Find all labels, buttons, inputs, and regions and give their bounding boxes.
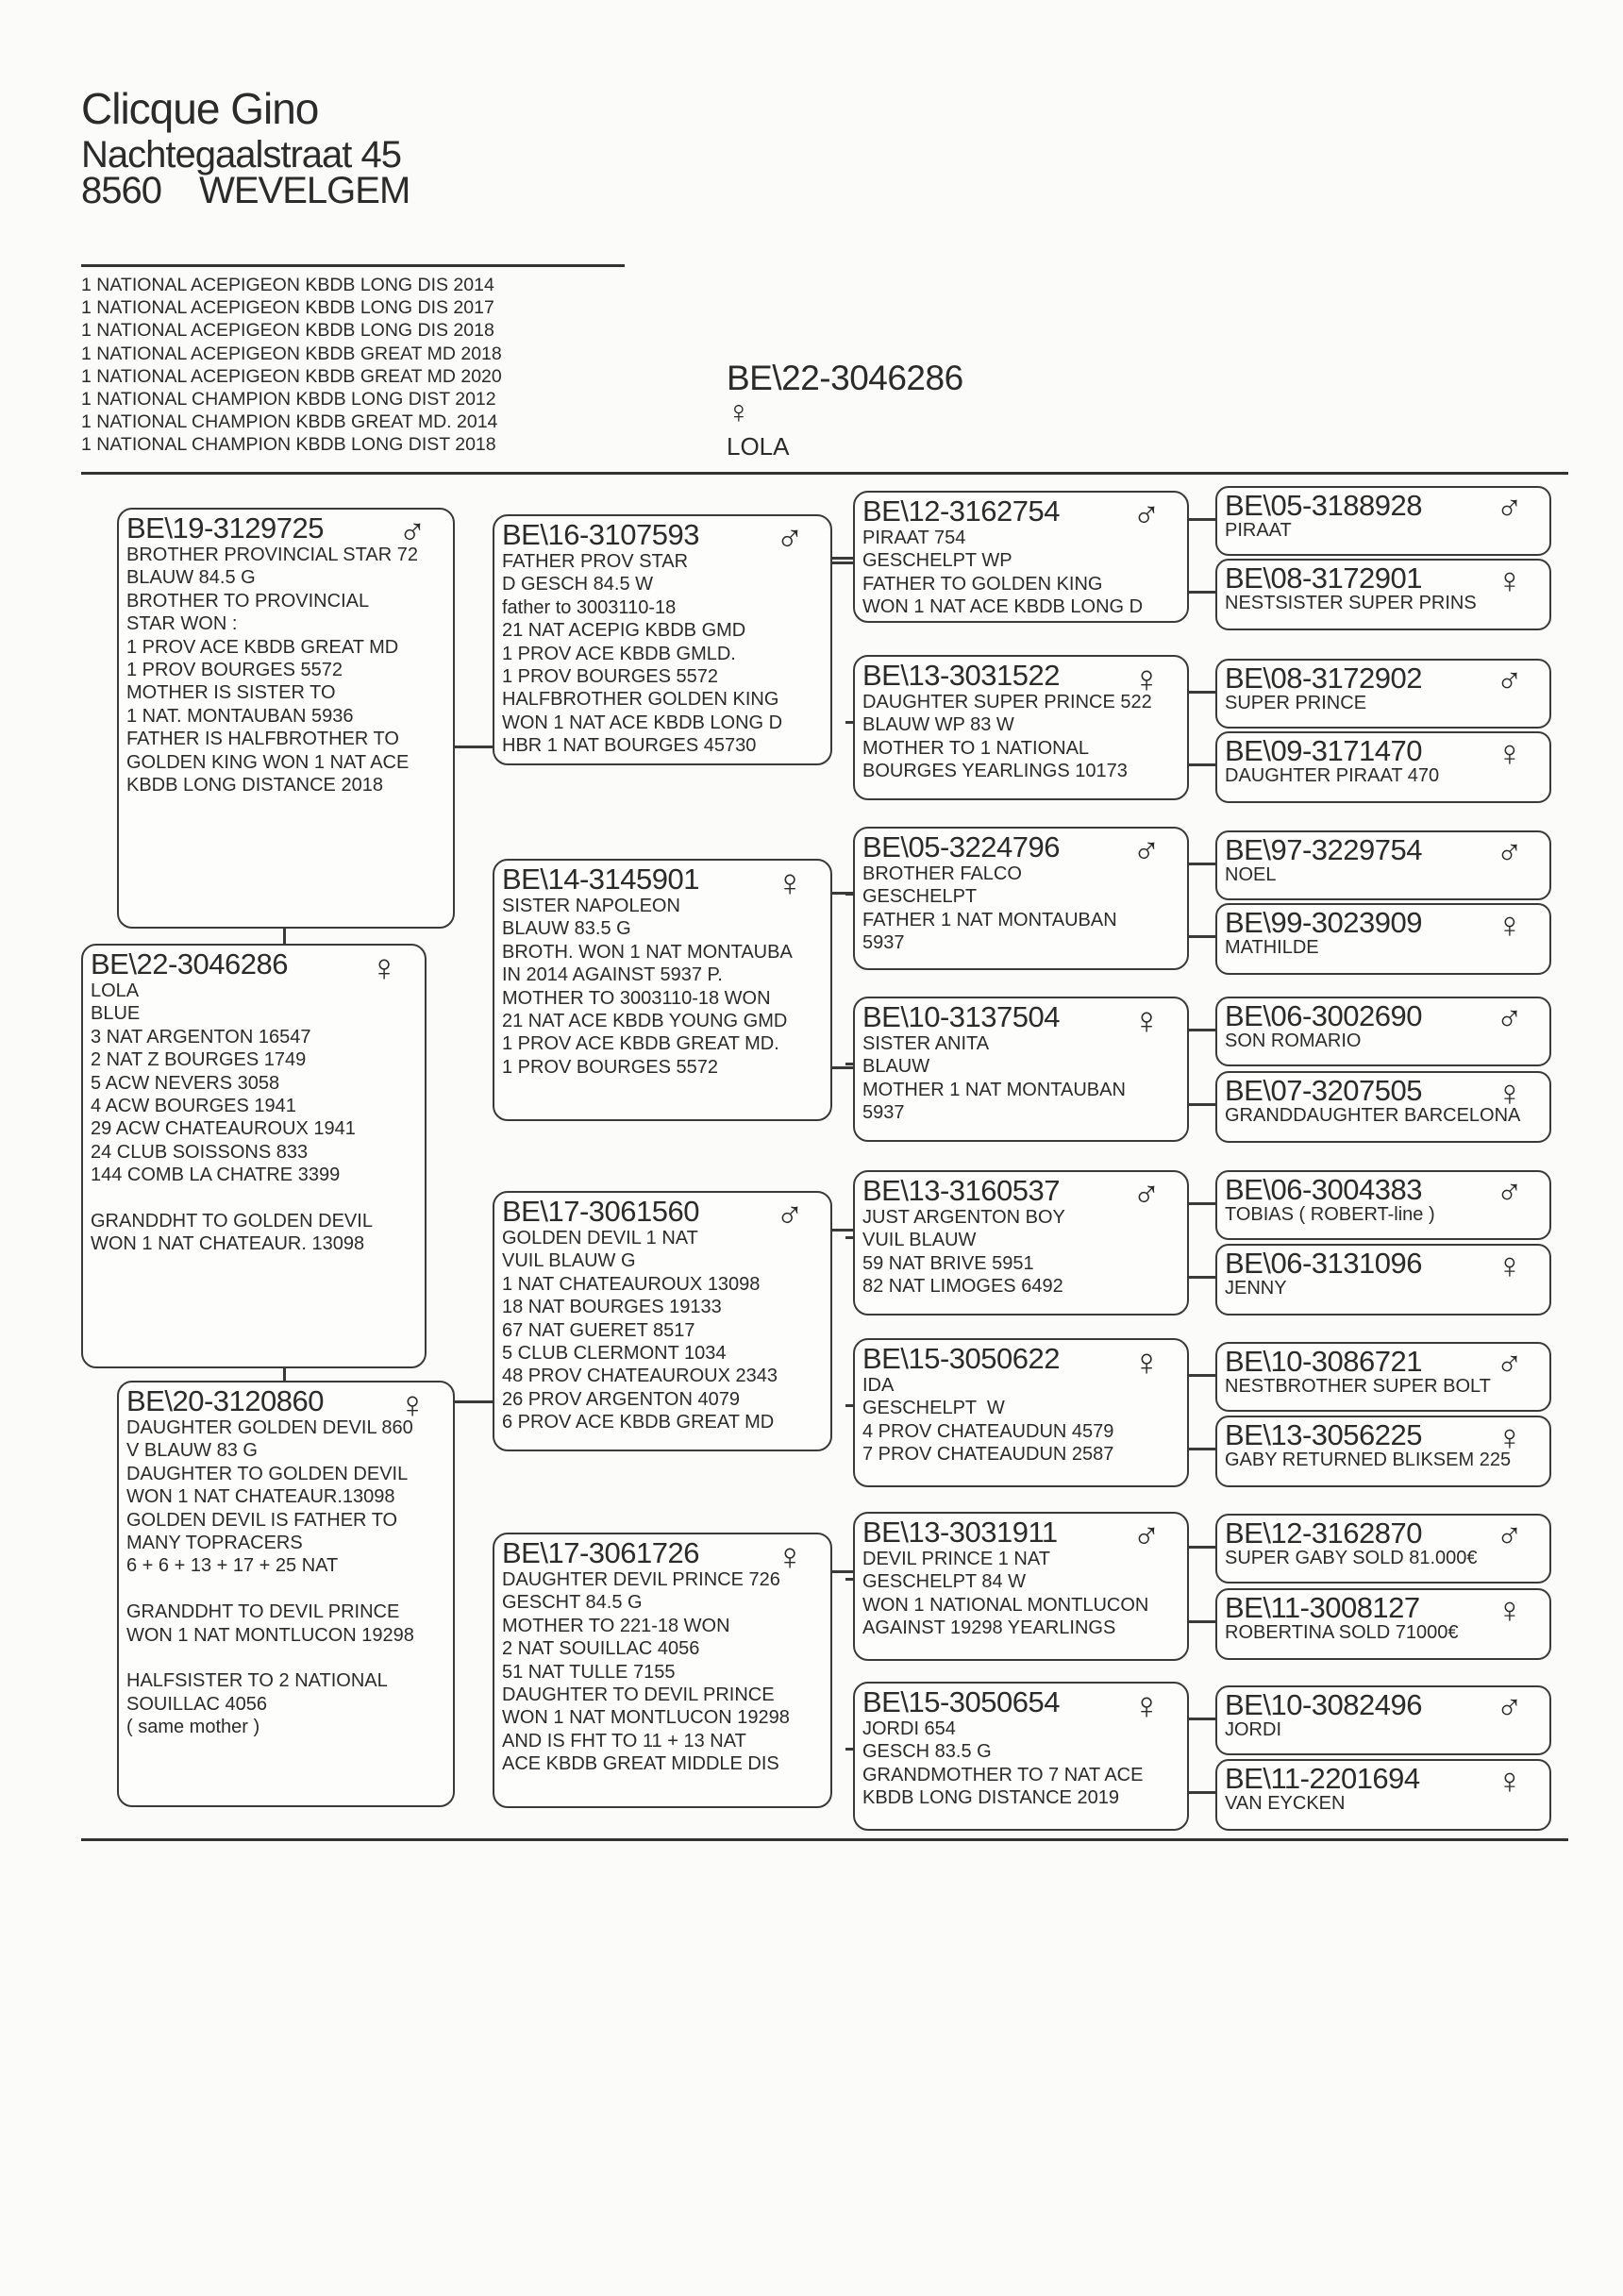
info-line: 1 NAT CHATEAUROUX 13098: [502, 1273, 761, 1295]
connector-line: [1189, 518, 1215, 521]
info-line: BLAUW 84.5 G: [126, 567, 256, 589]
header-divider: [81, 264, 625, 267]
info-line: 1 PROV BOURGES 5572: [502, 666, 718, 688]
info-line: DEVIL PRINCE 1 NAT: [862, 1549, 1050, 1569]
info-line: 144 COMB LA CHATRE 3399: [91, 1165, 341, 1186]
subject-name: LOLA: [727, 432, 790, 461]
info-line: 18 NAT BOURGES 19133: [502, 1297, 722, 1318]
info-line: BLUE: [91, 1003, 141, 1025]
grandparent-card: [853, 491, 1189, 623]
ring-number: BE\05-3224796: [862, 830, 1060, 863]
info-line: HALFSISTER TO 2 NATIONAL: [126, 1670, 388, 1692]
great-grandparent-card: [1215, 659, 1551, 729]
ring-number: BE\17-3061560: [502, 1195, 699, 1228]
info-line: 1 PROV ACE KBDB GMLD.: [502, 643, 736, 664]
connector-line: [1189, 763, 1215, 766]
ring-number: BE\22-3046286: [91, 947, 288, 980]
connector-line: [832, 1066, 853, 1069]
titles-list: [81, 274, 502, 457]
info-line: GESCHELPT W: [862, 1398, 1005, 1419]
female-icon: ♀: [1496, 561, 1523, 601]
owner-street: Nachtegaalstraat 45: [81, 134, 402, 176]
pigeon-name: DAUGHTER PIRAAT 470: [1225, 765, 1440, 786]
connector-line: [832, 1570, 853, 1573]
connector-line: [1189, 1103, 1215, 1106]
ring-number: BE\11-2201694: [1225, 1762, 1420, 1795]
info-line: [126, 1578, 447, 1600]
male-icon: ♂: [1496, 1688, 1523, 1728]
ring-number: BE\05-3188928: [1225, 489, 1422, 522]
info-line: BLAUW WP 83 W: [862, 714, 1014, 736]
owner-city: WEVELGEM: [199, 170, 410, 211]
ring-number: BE\13-3031911: [862, 1516, 1058, 1549]
male-icon: ♂: [1132, 830, 1161, 872]
connector-line: [845, 1236, 853, 1239]
female-icon: ♀: [370, 947, 398, 989]
grandparent-card: [853, 1338, 1189, 1487]
pigeon-name: NESTBROTHER SUPER BOLT: [1225, 1376, 1491, 1397]
pigeon-name: GRANDDAUGHTER BARCELONA: [1225, 1105, 1521, 1126]
pigeon-name: NOEL: [1225, 864, 1277, 885]
connector-line: [455, 1400, 493, 1403]
info-line: MOTHER 1 NAT MONTAUBAN: [862, 1079, 1126, 1100]
info-line: IN 2014 AGAINST 5937 P.: [502, 964, 723, 986]
title-item: 1 NATIONAL ACEPIGEON KBDB LONG DIS 2017: [81, 297, 494, 319]
info-line: 4 PROV CHATEAUDUN 4579: [862, 1420, 1114, 1442]
great-grandparent-card: [1215, 1685, 1551, 1755]
info-line: DAUGHTER DEVIL PRINCE 726: [502, 1569, 780, 1590]
info-line: 1 PROV ACE KBDB GREAT MD.: [502, 1033, 779, 1055]
female-icon: ♀: [1496, 906, 1523, 946]
info-line: 5 CLUB CLERMONT 1034: [502, 1343, 727, 1365]
female-icon: ♀: [727, 394, 751, 430]
info-line: 82 NAT LIMOGES 6492: [862, 1276, 1063, 1298]
connector-line: [845, 721, 853, 724]
female-icon: ♀: [776, 1536, 804, 1578]
info-line: D GESCH 84.5 W: [502, 574, 654, 595]
connector-line: [1189, 935, 1215, 938]
info-line: VUIL BLAUW: [862, 1230, 977, 1251]
ring-number: BE\13-3031522: [862, 659, 1060, 692]
connector-line: [1189, 1448, 1215, 1450]
owner-name: Clicque Gino: [81, 84, 319, 133]
connector-line: [845, 893, 853, 896]
male-icon: ♂: [1496, 833, 1523, 873]
info-line: 48 PROV CHATEAUROUX 2343: [502, 1366, 778, 1387]
ring-number: BE\08-3172901: [1225, 561, 1422, 595]
info-line: WON 1 NAT CHATEAUR. 13098: [91, 1233, 365, 1255]
info-line: WON 1 NAT ACE KBDB LONG D: [502, 712, 783, 733]
info-line: GRANDDHT TO GOLDEN DEVIL: [91, 1211, 373, 1232]
female-icon: ♀: [1132, 1000, 1161, 1042]
connector-line: [1189, 691, 1215, 694]
great-grandparent-card: [1215, 830, 1551, 900]
pigeon-name: PIRAAT: [1225, 520, 1292, 541]
info-line: GOLDEN DEVIL IS FATHER TO: [126, 1509, 398, 1531]
pigeon-name: SON ROMARIO: [1225, 1031, 1362, 1051]
female-icon: ♀: [1496, 1591, 1523, 1631]
pedigree-bottom-divider: [81, 1838, 1568, 1841]
grandparent-card: [853, 997, 1189, 1142]
male-icon: ♂: [776, 518, 804, 560]
female-icon: ♀: [1132, 1342, 1161, 1383]
connector-line: [845, 1578, 853, 1581]
info-line: IDA: [862, 1375, 895, 1396]
female-icon: ♀: [1496, 1074, 1523, 1114]
info-line: GESCHELPT: [862, 886, 978, 908]
info-line: FATHER TO GOLDEN KING: [862, 573, 1103, 595]
title-item: 1 NATIONAL ACEPIGEON KBDB LONG DIS 2018: [81, 320, 494, 342]
female-icon: ♀: [398, 1384, 427, 1426]
info-line: 21 NAT ACEPIG KBDB GMD: [502, 620, 746, 642]
ring-number: BE\17-3061726: [502, 1536, 699, 1569]
info-line: STAR WON :: [126, 613, 238, 635]
female-icon: ♀: [1496, 1247, 1523, 1286]
connector-line: [1189, 1276, 1215, 1279]
title-item: 1 NATIONAL ACEPIGEON KBDB GREAT MD 2018: [81, 343, 502, 364]
ring-number: BE\09-3171470: [1225, 734, 1422, 767]
info-line: 67 NAT GUERET 8517: [502, 1319, 695, 1341]
info-line: SISTER ANITA: [862, 1033, 990, 1054]
info-line: father to 3003110-18: [502, 596, 677, 618]
info-line: GRANDDHT TO DEVIL PRINCE: [126, 1601, 400, 1623]
info-line: 2 NAT SOUILLAC 4056: [502, 1638, 700, 1660]
info-line: BLAUW: [862, 1056, 930, 1078]
info-line: GESCH 83.5 G: [862, 1741, 992, 1763]
connector-line: [1189, 1202, 1215, 1205]
male-icon: ♂: [1496, 662, 1523, 701]
pigeon-name: GABY RETURNED BLIKSEM 225: [1225, 1450, 1512, 1470]
great-grandparent-card: [1215, 1759, 1551, 1831]
info-line: ( same mother ): [126, 1717, 260, 1738]
great-grandparent-card: [1215, 903, 1551, 975]
title-item: 1 NATIONAL CHAMPION KBDB LONG DIST 2018: [81, 434, 496, 456]
info-line: HBR 1 NAT BOURGES 45730: [502, 735, 757, 757]
info-line: 3 NAT ARGENTON 16547: [91, 1026, 311, 1047]
male-icon: ♂: [1132, 494, 1161, 536]
connector-line: [1189, 591, 1215, 594]
info-line: AND IS FHT TO 11 + 13 NAT: [502, 1730, 746, 1751]
ring-number: BE\06-3004383: [1225, 1173, 1422, 1206]
great-grandparent-card: [1215, 559, 1551, 630]
title-item: 1 NATIONAL ACEPIGEON KBDB GREAT MD 2020: [81, 365, 502, 387]
info-line: VUIL BLAUW G: [502, 1250, 636, 1272]
grandparent-card: [853, 827, 1189, 970]
info-line: JUST ARGENTON BOY: [862, 1207, 1065, 1228]
title-item: 1 NATIONAL CHAMPION KBDB LONG DIST 2012: [81, 389, 496, 411]
info-line: WON 1 NAT MONTLUCON 19298: [126, 1624, 414, 1646]
grandparent-card: [853, 655, 1189, 800]
great-grandparent-card: [1215, 1342, 1551, 1412]
info-line: WON 1 NATIONAL MONTLUCON: [862, 1594, 1149, 1616]
ring-number: BE\08-3172902: [1225, 662, 1422, 695]
male-icon: ♂: [1132, 1174, 1161, 1215]
info-line: FATHER IS HALFBROTHER TO: [126, 729, 399, 750]
info-line: HALFBROTHER GOLDEN KING: [502, 689, 779, 711]
info-line: GESCHELPT 84 W: [862, 1571, 1027, 1593]
info-line: 24 CLUB SOISSONS 833: [91, 1141, 309, 1163]
male-icon: ♂: [1496, 999, 1523, 1039]
info-line: [91, 1187, 419, 1210]
info-line: 6 + 6 + 13 + 17 + 25 NAT: [126, 1555, 339, 1577]
info-line: 2 NAT Z BOURGES 1749: [91, 1049, 307, 1071]
grandparent-card: [853, 1682, 1189, 1831]
pigeon-name: ROBERTINA SOLD 71000€: [1225, 1622, 1459, 1643]
connector-line: [845, 557, 853, 560]
ring-number: BE\14-3145901: [502, 863, 699, 896]
owner-address-city: [81, 170, 410, 211]
subject-ring-number: BE\22-3046286: [727, 359, 963, 397]
parent-card: [493, 859, 832, 1121]
connector-line: [1189, 1791, 1215, 1794]
ring-number: BE\13-3056225: [1225, 1418, 1422, 1451]
subject-card: [81, 944, 427, 1368]
info-line: BROTHER TO PROVINCIAL: [126, 590, 370, 612]
info-line: DAUGHTER SUPER PRINCE 522: [862, 692, 1152, 712]
ring-number: BE\97-3229754: [1225, 833, 1422, 866]
info-line: 1 PROV BOURGES 5572: [502, 1056, 718, 1078]
info-line: BROTHER PROVINCIAL STAR 72: [126, 545, 418, 565]
female-icon: ♀: [776, 863, 804, 904]
info-line: ACE KBDB GREAT MIDDLE DIS: [502, 1753, 779, 1775]
ring-number: BE\15-3050622: [862, 1342, 1060, 1375]
ring-number: BE\10-3086721: [1225, 1345, 1422, 1378]
pedigree-top-divider: [81, 472, 1568, 475]
info-line: MOTHER TO 1 NATIONAL: [862, 737, 1090, 759]
title-item: 1 NATIONAL ACEPIGEON KBDB LONG DIS 2014: [81, 275, 494, 295]
connector-line: [845, 1748, 853, 1751]
info-line: FATHER 1 NAT MONTAUBAN: [862, 909, 1117, 930]
parent-card: [493, 1533, 832, 1808]
pigeon-name: JORDI: [1225, 1719, 1281, 1740]
pigeon-name: SUPER GABY SOLD 81.000€: [1225, 1548, 1478, 1568]
info-line: BOURGES YEARLINGS 10173: [862, 761, 1128, 782]
info-line: WON 1 NAT MONTLUCON 19298: [502, 1707, 790, 1729]
info-line: KBDB LONG DISTANCE 2019: [862, 1787, 1119, 1809]
connector-line: [283, 1368, 286, 1381]
info-line: 29 ACW CHATEAUROUX 1941: [91, 1118, 356, 1140]
male-icon: ♂: [1496, 1517, 1523, 1556]
connector-line: [832, 1229, 853, 1232]
owner-postcode: 8560: [81, 170, 161, 211]
grandparent-card: [853, 1170, 1189, 1316]
connector-line: [1189, 1718, 1215, 1720]
info-line: V BLAUW 83 G: [126, 1440, 258, 1462]
male-icon: ♂: [1496, 1173, 1523, 1213]
info-line: LOLA: [91, 980, 140, 1001]
connector-line: [283, 929, 286, 944]
info-line: 26 PROV ARGENTON 4079: [502, 1388, 740, 1410]
sibling-card: [117, 508, 455, 929]
female-icon: ♀: [1496, 1418, 1523, 1458]
connector-line: [1189, 863, 1215, 865]
male-icon: ♂: [1496, 489, 1523, 528]
info-line: GRANDMOTHER TO 7 NAT ACE: [862, 1764, 1144, 1785]
info-line: 51 NAT TULLE 7155: [502, 1661, 676, 1683]
pigeon-name: VAN EYCKEN: [1225, 1793, 1346, 1814]
parent-card: [493, 1191, 832, 1451]
ring-number: BE\06-3002690: [1225, 999, 1422, 1032]
info-line: DAUGHTER GOLDEN DEVIL 860: [126, 1417, 413, 1438]
ring-number: BE\10-3082496: [1225, 1688, 1422, 1721]
info-line: 5937: [862, 1102, 905, 1124]
ring-number: BE\15-3050654: [862, 1685, 1060, 1718]
ring-number: BE\12-3162754: [862, 494, 1060, 528]
connector-line: [1189, 1546, 1215, 1549]
great-grandparent-card: [1215, 731, 1551, 803]
info-line: 5937: [862, 932, 905, 954]
info-line: MOTHER TO 3003110-18 WON: [502, 987, 771, 1009]
info-line: 1 NAT. MONTAUBAN 5936: [126, 705, 354, 727]
info-line: GESCHELPT WP: [862, 550, 1012, 572]
ring-number: BE\07-3207505: [1225, 1074, 1422, 1107]
great-grandparent-card: [1215, 1514, 1551, 1584]
info-line: 6 PROV ACE KBDB GREAT MD: [502, 1412, 775, 1433]
info-line: MANY TOPRACERS: [126, 1533, 303, 1554]
pigeon-name: SUPER PRINCE: [1225, 693, 1367, 713]
male-icon: ♂: [398, 511, 427, 553]
info-line: BROTHER FALCO: [862, 863, 1022, 884]
pigeon-name: MATHILDE: [1225, 937, 1319, 958]
info-line: JORDI 654: [862, 1718, 956, 1739]
great-grandparent-card: [1215, 1416, 1551, 1487]
great-grandparent-card: [1215, 1170, 1551, 1240]
female-icon: ♀: [1132, 1685, 1161, 1727]
info-line: [126, 1647, 447, 1669]
connector-line: [845, 1404, 853, 1407]
female-icon: ♀: [1496, 1762, 1523, 1802]
info-line: 5 ACW NEVERS 3058: [91, 1072, 280, 1094]
great-grandparent-card: [1215, 1244, 1551, 1316]
connector-line: [1189, 1374, 1215, 1377]
female-icon: ♀: [1496, 734, 1523, 774]
male-icon: ♂: [776, 1195, 804, 1236]
ring-number: BE\10-3137504: [862, 1000, 1060, 1033]
grandparent-card: [853, 1512, 1189, 1661]
info-line: KBDB LONG DISTANCE 2018: [126, 775, 383, 796]
info-line: 1 PROV ACE KBDB GREAT MD: [126, 636, 399, 658]
ring-number: BE\13-3160537: [862, 1174, 1060, 1207]
connector-line: [455, 746, 493, 748]
info-line: DAUGHTER TO DEVIL PRINCE: [502, 1684, 775, 1706]
ring-number: BE\06-3131096: [1225, 1247, 1422, 1280]
pigeon-name: JENNY: [1225, 1278, 1287, 1299]
info-line: PIRAAT 754: [862, 528, 966, 548]
female-icon: ♀: [1132, 659, 1161, 700]
parent-card: [493, 514, 832, 765]
male-icon: ♂: [1132, 1516, 1161, 1557]
info-line: MOTHER IS SISTER TO: [126, 682, 336, 704]
info-line: 7 PROV CHATEAUDUN 2587: [862, 1444, 1114, 1466]
info-line: GOLDEN KING WON 1 NAT ACE: [126, 751, 410, 773]
info-line: DAUGHTER TO GOLDEN DEVIL: [126, 1463, 409, 1484]
great-grandparent-card: [1215, 1588, 1551, 1660]
info-line: 59 NAT BRIVE 5951: [862, 1252, 1034, 1274]
info-line: FATHER PROV STAR: [502, 551, 689, 572]
ring-number: BE\12-3162870: [1225, 1517, 1422, 1550]
ring-number: BE\16-3107593: [502, 518, 699, 551]
info-line: BROTH. WON 1 NAT MONTAUBA: [502, 941, 793, 963]
connector-line: [832, 561, 853, 564]
info-line: SISTER NAPOLEON: [502, 896, 680, 916]
ring-number: BE\19-3129725: [126, 511, 324, 545]
info-line: GESCHT 84.5 G: [502, 1592, 643, 1614]
great-grandparent-card: [1215, 1071, 1551, 1143]
ring-number: BE\20-3120860: [126, 1384, 324, 1417]
connector-line: [1189, 1029, 1215, 1031]
info-line: AGAINST 19298 YEARLINGS: [862, 1617, 1116, 1639]
info-line: BLAUW 83.5 G: [502, 918, 631, 940]
dam-card: [117, 1381, 455, 1807]
ring-number: BE\11-3008127: [1225, 1591, 1420, 1624]
connector-line: [1189, 1620, 1215, 1623]
great-grandparent-card: [1215, 997, 1551, 1066]
male-icon: ♂: [1496, 1345, 1523, 1384]
connector-line: [845, 1063, 853, 1065]
info-line: WON 1 NAT ACE KBDB LONG D: [862, 596, 1144, 618]
title-item: 1 NATIONAL CHAMPION KBDB GREAT MD. 2014: [81, 411, 498, 433]
info-line: 21 NAT ACE KBDB YOUNG GMD: [502, 1011, 788, 1032]
info-line: 1 PROV BOURGES 5572: [126, 660, 343, 681]
info-line: 4 ACW BOURGES 1941: [91, 1096, 296, 1117]
info-line: GOLDEN DEVIL 1 NAT: [502, 1228, 698, 1249]
pigeon-name: TOBIAS ( ROBERT-line ): [1225, 1204, 1435, 1225]
ring-number: BE\99-3023909: [1225, 906, 1422, 939]
info-line: SOUILLAC 4056: [126, 1693, 267, 1715]
info-line: WON 1 NAT CHATEAUR.13098: [126, 1486, 395, 1508]
pigeon-name: NESTSISTER SUPER PRINS: [1225, 593, 1477, 613]
info-line: MOTHER TO 221-18 WON: [502, 1615, 730, 1636]
great-grandparent-card: [1215, 486, 1551, 556]
